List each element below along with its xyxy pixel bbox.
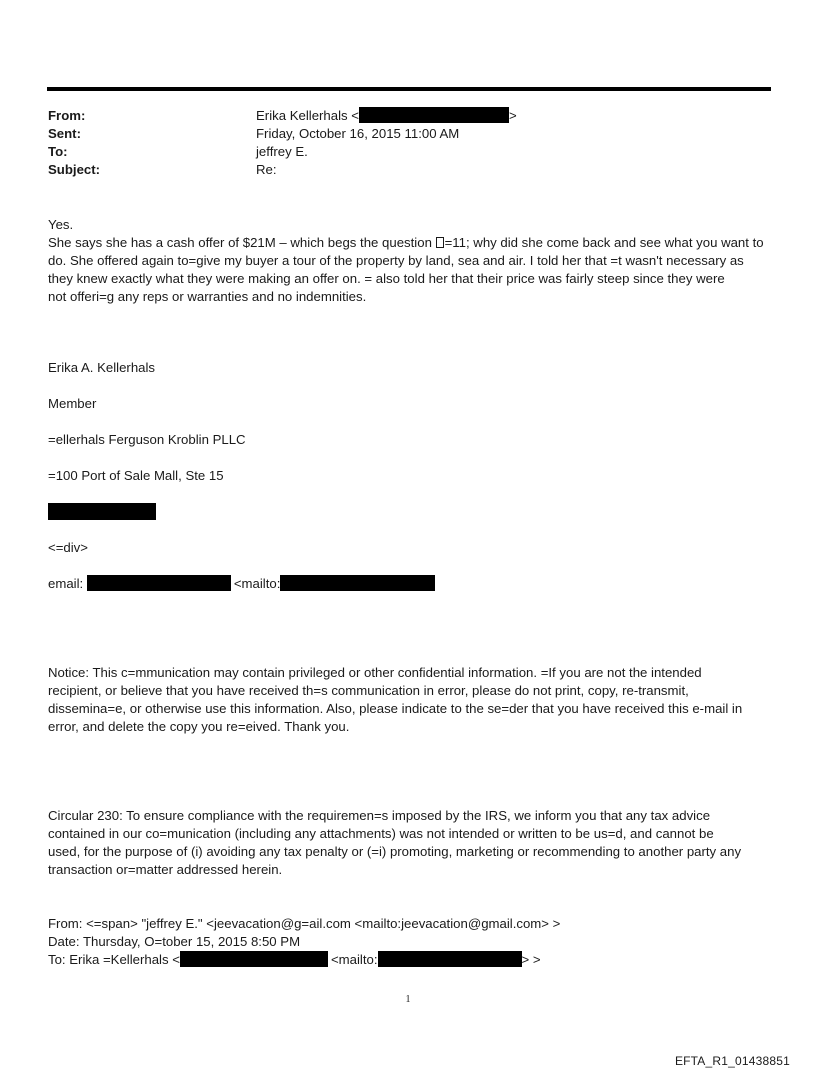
missing-glyph-icon bbox=[436, 237, 444, 248]
quoted-from: From: <=span> "jeffrey E." <jeevacation@g=ail.com <mailto:jeevacation@gmail.com> > bbox=[48, 916, 561, 931]
notice-line-1: Notice: This c=mmunication may contain privileged or other confidential information. =If you are not the intended bbox=[48, 665, 702, 680]
from-close: > bbox=[508, 108, 517, 123]
body-line-1a: She says she has a cash offer of $21M – which begs the question bbox=[48, 235, 436, 250]
subject-value: Re: bbox=[256, 162, 277, 177]
redaction-block bbox=[359, 107, 509, 123]
page-number: 1 bbox=[405, 994, 411, 1005]
notice-line-4: error, and delete the copy you re=eived. Thank you. bbox=[48, 719, 350, 734]
email-label: email: bbox=[48, 576, 87, 591]
sent-value: Friday, October 16, 2015 11:00 AM bbox=[256, 126, 460, 141]
email-mailto: <mailto: bbox=[233, 576, 281, 591]
signature-firm: =ellerhals Ferguson Kroblin PLLC bbox=[48, 432, 246, 447]
circular-230-paragraph bbox=[48, 807, 778, 879]
signature-email-line bbox=[48, 575, 435, 593]
quoted-header bbox=[48, 915, 778, 969]
body-yes: Yes. bbox=[48, 217, 74, 232]
redaction-block bbox=[48, 503, 156, 520]
body-line-1b: =11; why did she come back and see what you want to bbox=[444, 235, 764, 250]
quoted-to-prefix: To: Erika =Kellerhals < bbox=[48, 952, 180, 967]
redaction-block bbox=[280, 575, 435, 591]
circular-line-1: Circular 230: To ensure compliance with the requiremen=s imposed by the IRS, we inform you that any tax advice bbox=[48, 808, 711, 823]
redaction-block bbox=[87, 575, 231, 591]
quoted-date: Date: Thursday, O=tober 15, 2015 8:50 PM bbox=[48, 934, 301, 949]
bates-number: EFTA_R1_01438851 bbox=[674, 1054, 790, 1068]
circular-line-4: transaction or=matter addressed herein. bbox=[48, 862, 283, 877]
signature-address: =100 Port of Sale Mall, Ste 15 bbox=[48, 468, 224, 483]
from-label: From: bbox=[48, 108, 86, 123]
quoted-to-close: > > bbox=[521, 952, 541, 967]
sent-label: Sent: bbox=[48, 126, 81, 141]
body-line-4: not offeri=g any reps or warranties and no indemnities. bbox=[48, 289, 367, 304]
notice-paragraph bbox=[48, 664, 778, 736]
redaction-block bbox=[180, 951, 328, 967]
quoted-to bbox=[48, 951, 778, 969]
from-name: Erika Kellerhals < bbox=[256, 108, 359, 123]
redaction-block bbox=[378, 951, 522, 967]
message-body bbox=[48, 216, 778, 306]
quoted-to-mailto: <mailto: bbox=[330, 952, 378, 967]
notice-line-3: dissemina=e, or otherwise use this information. Also, please indicate to the se=der that you have received this e-mail in bbox=[48, 701, 743, 716]
circular-line-2: contained in our co=munication (including any attachments) was not intended or written to be us=d, and cannot be bbox=[48, 826, 714, 841]
body-line-2: do. She offered again to=give my buyer a tour of the property by land, sea and air. I told her that =t wasn't necessary as bbox=[48, 253, 744, 268]
header-rule bbox=[47, 87, 771, 91]
body-line-3: they knew exactly what they were making an offer on. = also told her that their price was fairly steep since they were bbox=[48, 271, 725, 286]
subject-label: Subject: bbox=[48, 162, 101, 177]
from-value bbox=[256, 107, 517, 125]
signature-name: Erika A. Kellerhals bbox=[48, 360, 156, 375]
signature-redacted-line bbox=[48, 503, 156, 522]
body-line-1 bbox=[48, 234, 778, 252]
signature-div: <=div> bbox=[48, 540, 88, 555]
to-label: To: bbox=[48, 144, 68, 159]
signature-title: Member bbox=[48, 396, 97, 411]
to-value: jeffrey E. bbox=[256, 144, 308, 159]
circular-line-3: used, for the purpose of (i) avoiding any tax penalty or (=i) promoting, marketing or recommending to another party any bbox=[48, 844, 742, 859]
notice-line-2: recipient, or believe that you have received th=s communication in error, please do not print, copy, re-transmit, bbox=[48, 683, 689, 698]
